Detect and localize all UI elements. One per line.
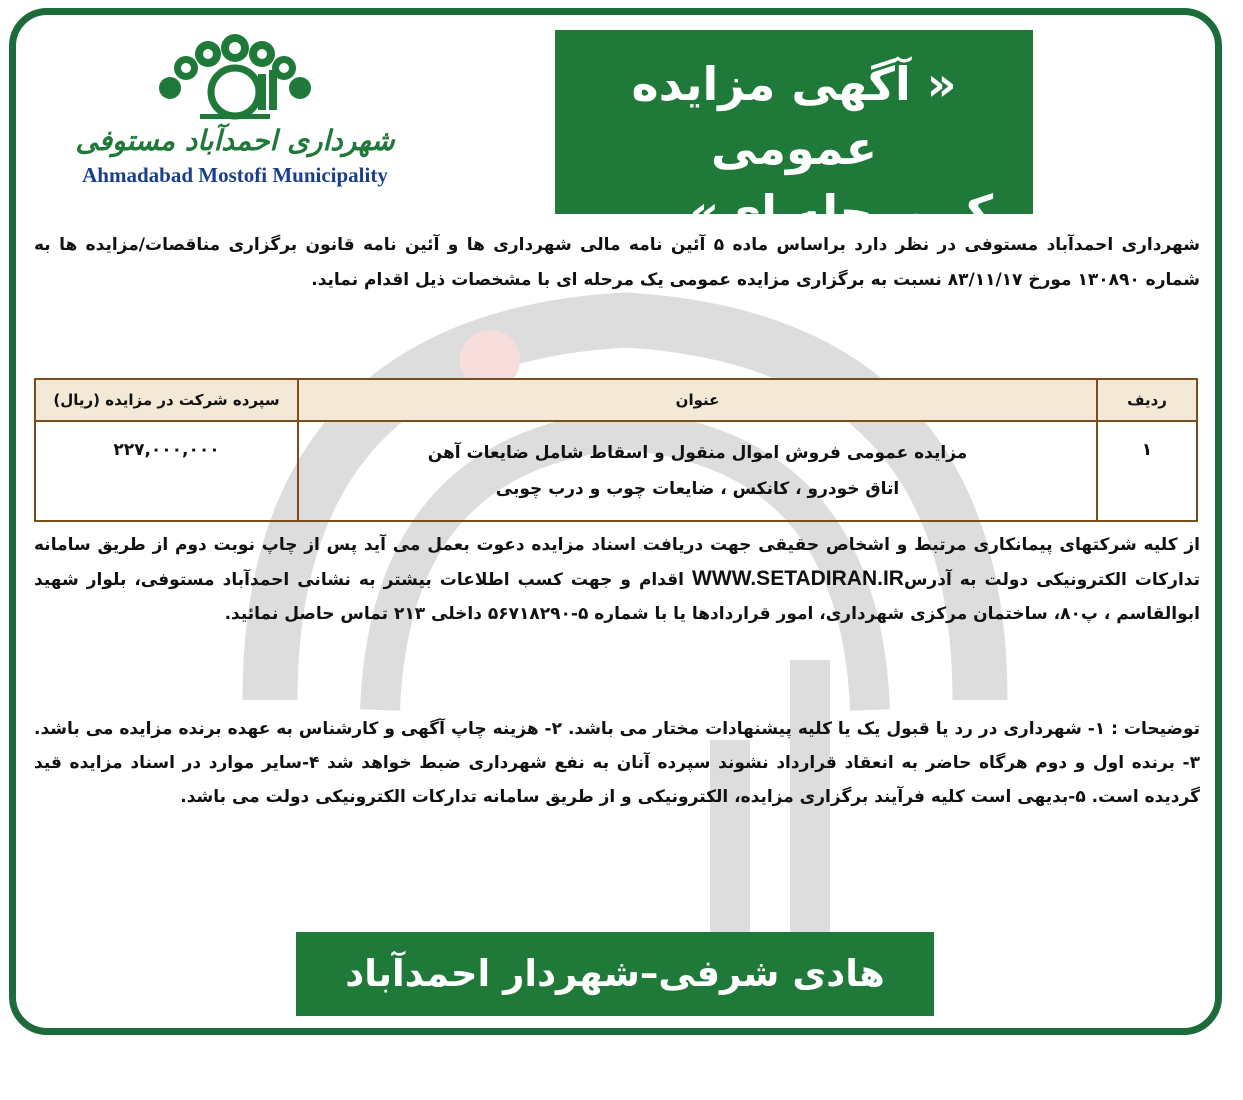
cell-title-line1: مزایده عمومی فروش اموال منقول و اسقاط شامل ضایعات آهن — [427, 443, 968, 463]
cell-title — [298, 421, 1097, 521]
headline-line2: یک مرحله ای» — [689, 185, 1011, 239]
intro-paragraph: شهرداری احمدآباد مستوفی در نظر دارد براساس ماده ۵ آئین نامه مالی شهرداری ها و آئین نامه قانون برگزاری مناقصات/مزایده ها به شماره ۱۳۰۸۹۰ مورخ ۸۳/۱۱/۱۷ نسبت به برگزاری مزایده عمومی یک مرحله ای با مشخصات ذیل اقدام نماید. — [34, 235, 1200, 290]
invitation-text-end: اقدام و جهت کسب اطلاعات بیشتر به نشانی احمدآباد مستوفی، بلوار شهید ابوالقاسم ، پ۸۰، ساختمان مرکزی شهرداری، امور قراردادها یا با شماره ۵-۵۶۷۱۸۲۹۰ داخلی ۲۱۳ تماس حاصل نمائید. — [34, 570, 1200, 624]
logo-persian-name: شهرداری احمدآباد مستوفی — [75, 124, 395, 157]
invitation-text-start: از کلیه شرکتهای پیمانکاری مرتبط و اشخاص حقیقی جهت دریافت اسناد مزایده دعوت بعمل می آید پس از چاپ نوبت دوم از طریق سامانه تدارکات الکترونیکی دولت به آدرس — [34, 535, 1200, 590]
cell-deposit: ۲۲۷,۰۰۰,۰۰۰ — [35, 421, 298, 521]
invitation-paragraph — [34, 528, 1200, 631]
headline-line1: « آگهی مزایده عمومی — [631, 57, 957, 175]
municipality-logo — [70, 30, 400, 220]
signature-banner: هادی شرفی–شهردار احمدآباد مستوفی — [296, 932, 934, 1016]
notes-paragraph: توضیحات : ۱- شهرداری در رد یا قبول یک یا کلیه پیشنهادات مختار می باشد. ۲- هزینه چاپ آگهی و کارشناس به عهده برنده مزایده می باشد. ۳- برنده اول و دوم هرگاه حاضر به انعقاد قرارداد نشوند سپرده آنان به نفع شهرداری ضبط خواهد شد ۴-سایر موارد در اسناد مزایده قید گردیده است. ۵-بدیهی است کلیه فرآیند برگزاری مزایده، الکترونیکی و از طریق سامانه تدارکات الکترونیکی دولت می باشد. — [34, 719, 1200, 807]
logo-english-name: Ahmadabad Mostofi Municipality — [82, 163, 388, 187]
table-header-row — [35, 379, 1197, 421]
website-link[interactable]: WWW.SETADIRAN.IR — [692, 567, 904, 590]
headline-round: نوبت دوم — [577, 206, 690, 234]
header-deposit: سپرده شرکت در مزایده (ریال) — [35, 379, 298, 421]
table-row — [35, 421, 1197, 521]
header-row-number: ردیف — [1097, 379, 1197, 421]
cell-title-line2: اتاق خودرو ، کانکس ، ضایعات چوب و درب چوبی — [495, 479, 900, 499]
cell-row-number: ۱ — [1097, 421, 1197, 521]
crown-emblem-icon — [150, 30, 320, 122]
headline-box — [555, 30, 1033, 239]
auction-table — [34, 378, 1198, 522]
header-title: عنوان — [298, 379, 1097, 421]
